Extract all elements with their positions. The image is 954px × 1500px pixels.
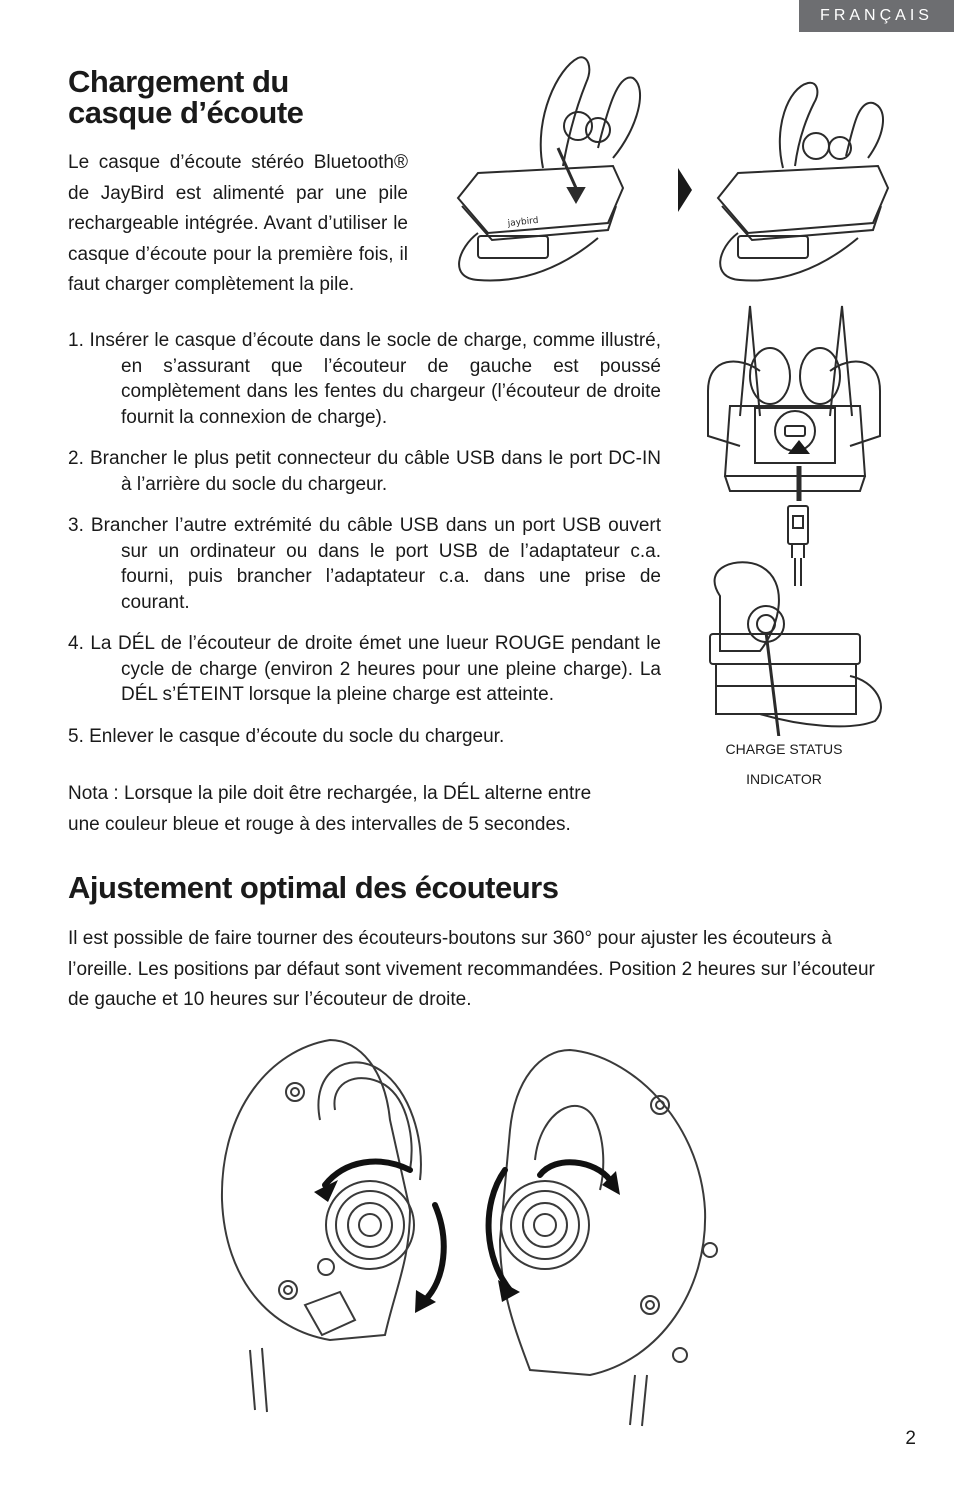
section-title-fit: Ajustement optimal des écouteurs [68, 870, 559, 905]
intro-paragraph: Le casque d’écoute stéréo Bluetooth® de JayBird est alimenté par une pile rechargeable intégrée. Avant d’utiliser le casque d’écoute pour la première fois, il faut charger complètement la pile. [68, 152, 408, 295]
step-3: 3. Brancher l’autre extrémité du câble USB dans un port USB ouvert sur un ordinateur ou dans le port USB de l’adaptateur c.a. fourni, puis brancher l’adaptateur c.a. dans une prise de courant. [68, 515, 661, 613]
usb-charger-figure [700, 296, 890, 736]
brand-mark: jaybird [507, 215, 539, 229]
earbud-rotation-figure [210, 1030, 730, 1430]
step-4: 4. La DÉL de l’écouteur de droite émet une lueur ROUGE pendant le cycle de charge (environ 2 heures pour une pleine charge). La DÉL s’ÉTEINT lorsque la pleine charge est atteinte. [68, 633, 661, 705]
charger-insert-figure [448, 48, 948, 308]
page-number: 2 [905, 1428, 916, 1449]
language-tab: FRANÇAIS [799, 0, 954, 32]
note-paragraph: Nota : Lorsque la pile doit être rechargée, la DÉL alterne entre une couleur bleue et rouge à des intervalles de 5 secondes. [68, 783, 592, 835]
charge-status-label-line1: CHARGE STATUS [725, 741, 843, 757]
fit-paragraph: Il est possible de faire tourner des écouteurs-boutons sur 360° pour ajuster les écouteurs à l’oreille. Les positions par défaut sont vivement recommandées. Position 2 heures sur l’écouteur de gauche et 10 heures sur l’écouteur de droite. [68, 928, 875, 1010]
step-1: 1. Insérer le casque d’écoute dans le socle de charge, comme illustré, en s’assurant que l’écouteur de gauche est poussé complètement dans les fentes du chargeur (l’écouteur de droite fournit la connexion de charge). [68, 330, 661, 428]
section-title-charging: Chargement du casque d’écoute [68, 64, 304, 130]
step-2: 2. Brancher le plus petit connecteur du câble USB dans le port DC-IN à l’arrière du socle du chargeur. [68, 448, 661, 495]
step-5: 5. Enlever le casque d’écoute du socle du chargeur. [68, 725, 505, 747]
charge-status-label-line2: INDICATOR [746, 771, 822, 787]
charging-steps [68, 328, 661, 765]
